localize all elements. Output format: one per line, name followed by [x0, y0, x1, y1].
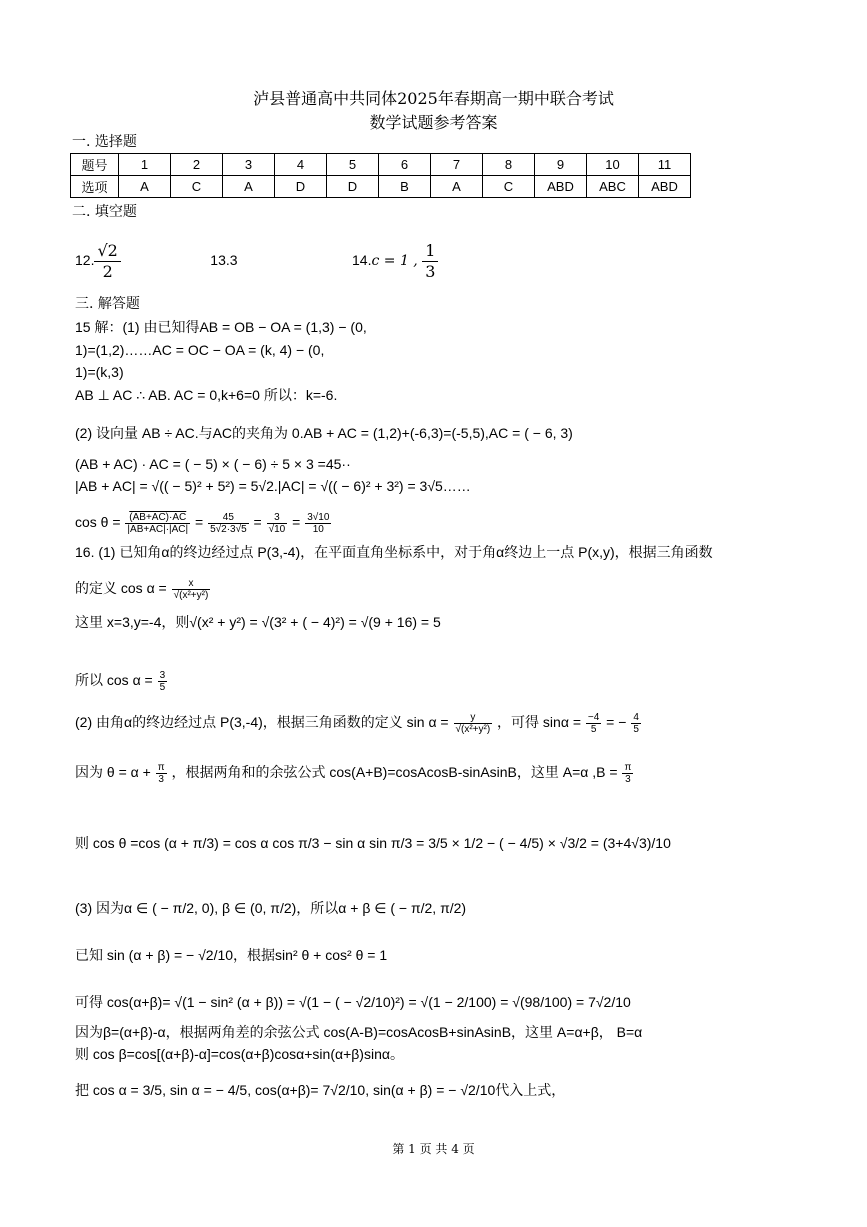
q15-line-5: (2) 设向量 AB ÷ AC.与AC的夹角为 0.AB + AC = (1,2)+(-6,3)=(-5,5),AC = ( − 6, 3) — [75, 425, 573, 441]
q16-fraction — [586, 712, 601, 735]
q12-numerator: √2 — [94, 241, 120, 262]
denominator: 5 — [159, 681, 166, 693]
numerator: 3 — [159, 669, 166, 681]
table-cell: D — [327, 176, 379, 198]
q14-numerator: 1 — [422, 241, 438, 262]
denominator: 3 — [625, 773, 631, 785]
q16-line-9: 已知 sin (α + β) = − √2/10，根据sin² θ + cos² θ = 1 — [75, 947, 388, 963]
q15-line-7: |AB + AC| = √(( − 5)² + 5²) = 5√2.|AC| = √(( − 6)² + 3²) = 3√5…… — [75, 478, 471, 494]
q16-line-10: 可得 cos(α+β)= √(1 − sin² (α + β)) = √(1 − ( − √2/10)²) = √(1 − 2/100) = √(98/100) = 7√2/10 — [75, 994, 631, 1010]
denominator: 3 — [158, 773, 164, 785]
table-cell: 4 — [275, 154, 327, 176]
table-cell: 7 — [431, 154, 483, 176]
page-footer: 第 1 页 共 4 页 — [392, 1142, 475, 1156]
numerator: x — [172, 578, 211, 590]
q16-fraction — [454, 712, 493, 735]
q13-answer: 13.3 — [210, 252, 238, 268]
numerator: π — [157, 761, 165, 773]
numerator: (AB+AC)·AC — [125, 512, 190, 524]
q16-line-11: 因为β=(α+β)-α，根据两角差的余弦公式 cos(A-B)=cosAcosB+sinAsinB，这里 A=α+β， B=α — [75, 1024, 643, 1040]
q15-fraction — [125, 512, 190, 535]
section-fill-heading: 二. 填空题 — [72, 204, 137, 220]
q15-line-2: 1)=(1,2)……AC = OC − OA = (k, 4) − (0, — [75, 342, 325, 358]
table-cell: 3 — [223, 154, 275, 176]
q15-fraction — [267, 512, 288, 535]
denominator: |AB+AC|·|AC| — [127, 523, 189, 535]
table-cell: A — [431, 176, 483, 198]
denominator: 5 — [633, 723, 639, 735]
q15-line-6: (AB + AC) · AC = ( − 5) × ( − 6) ÷ 5 × 3 =45·· — [75, 456, 351, 472]
q15-line-8: cos θ = $\frac{(AB+AC)\cdot AC}{|AB+AC|\cdot|AC|}$ = $\frac{45}{5√2\cdot 3√5}$ = $\frac{3}{√10}$ = $\frac{3√10}{10}$ — [75, 511, 330, 535]
numerator: −4 — [587, 711, 600, 723]
q16-fraction — [622, 762, 633, 785]
q16-line-2 — [75, 574, 211, 602]
table-cell: ABC — [587, 176, 639, 198]
q16-line-6 — [75, 758, 634, 786]
table-row — [71, 154, 691, 176]
q15-line-3: 1)=(k,3) — [75, 364, 124, 380]
q15-line-1: 15 解：(1) 由已知得AB = OB − OA = (1,3) − (0, — [75, 319, 367, 335]
q16-line-13: 把 cos α = 3/5, sin α = − 4/5, cos(α+β)= 7√2/10, sin(α + β) = − √2/10代入上式， — [75, 1082, 566, 1098]
q16-line-7: 则 cos θ =cos (α + π/3) = cos α cos π/3 − sin α sin π/3 = 3/5 × 1/2 − ( − 4/5) × √3/2 = (3+4√3)/10 — [75, 835, 671, 851]
q14-denominator: 3 — [425, 261, 436, 281]
q16-line-8: (3) 因为α ∈ ( − π/2, 0), β ∈ (0, π/2)，所以α + β ∈ ( − π/2, π/2) — [75, 900, 467, 916]
q12-fraction — [94, 241, 120, 282]
table-cell: 2 — [171, 154, 223, 176]
q15-line-4: AB ⊥ AC ∴ AB. AC = 0,k+6=0 所以：k=-6. — [75, 387, 338, 403]
table-cell: 题号 — [71, 154, 119, 176]
table-cell: C — [483, 176, 535, 198]
numerator: y — [454, 712, 493, 724]
q16-fraction — [156, 762, 167, 785]
table-cell: C — [171, 176, 223, 198]
q12-denominator: 2 — [102, 261, 113, 281]
q16-fraction — [172, 578, 211, 601]
q16-fraction — [631, 712, 641, 735]
q16-line-3: 这里 x=3,y=-4，则√(x² + y²) = √(3² + ( − 4)²) = √(9 + 16) = 5 — [75, 614, 441, 630]
numerator: 3√10 — [307, 511, 330, 523]
table-row — [71, 176, 691, 198]
q16-fraction — [158, 670, 168, 693]
q16-theta-text: ，根据两角和的余弦公式 cos(A+B)=cosAcosB-sinAsinB，这里 A=α ,B = — [171, 764, 618, 780]
table-cell: 11 — [639, 154, 691, 176]
answer-table — [70, 153, 691, 198]
table-cell: B — [379, 176, 431, 198]
table-cell: 9 — [535, 154, 587, 176]
denominator: 5 — [590, 723, 597, 735]
q15-fraction — [208, 512, 249, 535]
section-solution-heading: 三. 解答题 — [75, 296, 140, 312]
q12-label: 12. — [75, 252, 95, 268]
q14-label: 14. — [352, 252, 372, 268]
exam-title: 泸县普通高中共同体2025年春期高一期中联合考试 — [253, 89, 614, 108]
table-cell: 6 — [379, 154, 431, 176]
numerator: 4 — [633, 711, 639, 723]
exam-subtitle: 数学试题参考答案 — [369, 113, 498, 132]
table-cell: ABD — [535, 176, 587, 198]
table-cell: 5 — [327, 154, 379, 176]
table-cell: A — [223, 176, 275, 198]
q16-sin-text: ，可得 sinα = — [497, 714, 581, 730]
q16-line-1: 16. (1) 已知角α的终边经过点 P(3,-4)，在平面直角坐标系中，对于角α终边上一点 P(x,y)，根据三角函数 — [75, 544, 713, 560]
q15-fraction — [305, 512, 331, 535]
denominator: √(x²+y²) — [173, 589, 209, 601]
numerator: 45 — [208, 512, 249, 524]
table-cell: 8 — [483, 154, 535, 176]
numerator: 3 — [267, 512, 288, 524]
table-cell: D — [275, 176, 327, 198]
table-cell: 10 — [587, 154, 639, 176]
denominator: 5√2·3√5 — [210, 523, 247, 535]
q16-cos-def: 的定义 cos α = — [75, 580, 167, 596]
denominator: √10 — [268, 523, 286, 535]
q16-sin-def: (2) 由角α的终边经过点 P(3,-4)，根据三角函数的定义 sin α = — [75, 714, 449, 730]
q16-theta-def: 因为 θ = α + — [75, 764, 151, 780]
q15-cos-label: cos θ = — [75, 514, 121, 530]
q16-line-4 — [75, 666, 168, 694]
table-cell: 选项 — [71, 176, 119, 198]
q14-c: c = 1 , — [371, 253, 418, 269]
q16-line-12: 则 cos β=cos[(α+β)-α]=cos(α+β)cosα+sin(α+β)sinα。 — [75, 1046, 404, 1062]
numerator: π — [624, 761, 632, 773]
q16-cos-result: 所以 cos α = — [75, 672, 153, 688]
fill-answers — [75, 238, 438, 283]
table-cell: A — [119, 176, 171, 198]
q14-fraction — [422, 241, 438, 282]
q16-line-5: (2) 由角α的终边经过点 P(3,-4)，根据三角函数的定义 sin α = $\frac{y}{\text{√(x²+y²)}}$ ，可得 sinα = $\frac{-4}{5}$ = − $\frac{4}{5}$ — [75, 711, 639, 735]
denominator: 10 — [312, 523, 324, 535]
denominator: √(x²+y²) — [455, 723, 491, 735]
table-cell: 1 — [119, 154, 171, 176]
section-choice-heading: 一. 选择题 — [72, 134, 137, 150]
table-cell: ABD — [639, 176, 691, 198]
